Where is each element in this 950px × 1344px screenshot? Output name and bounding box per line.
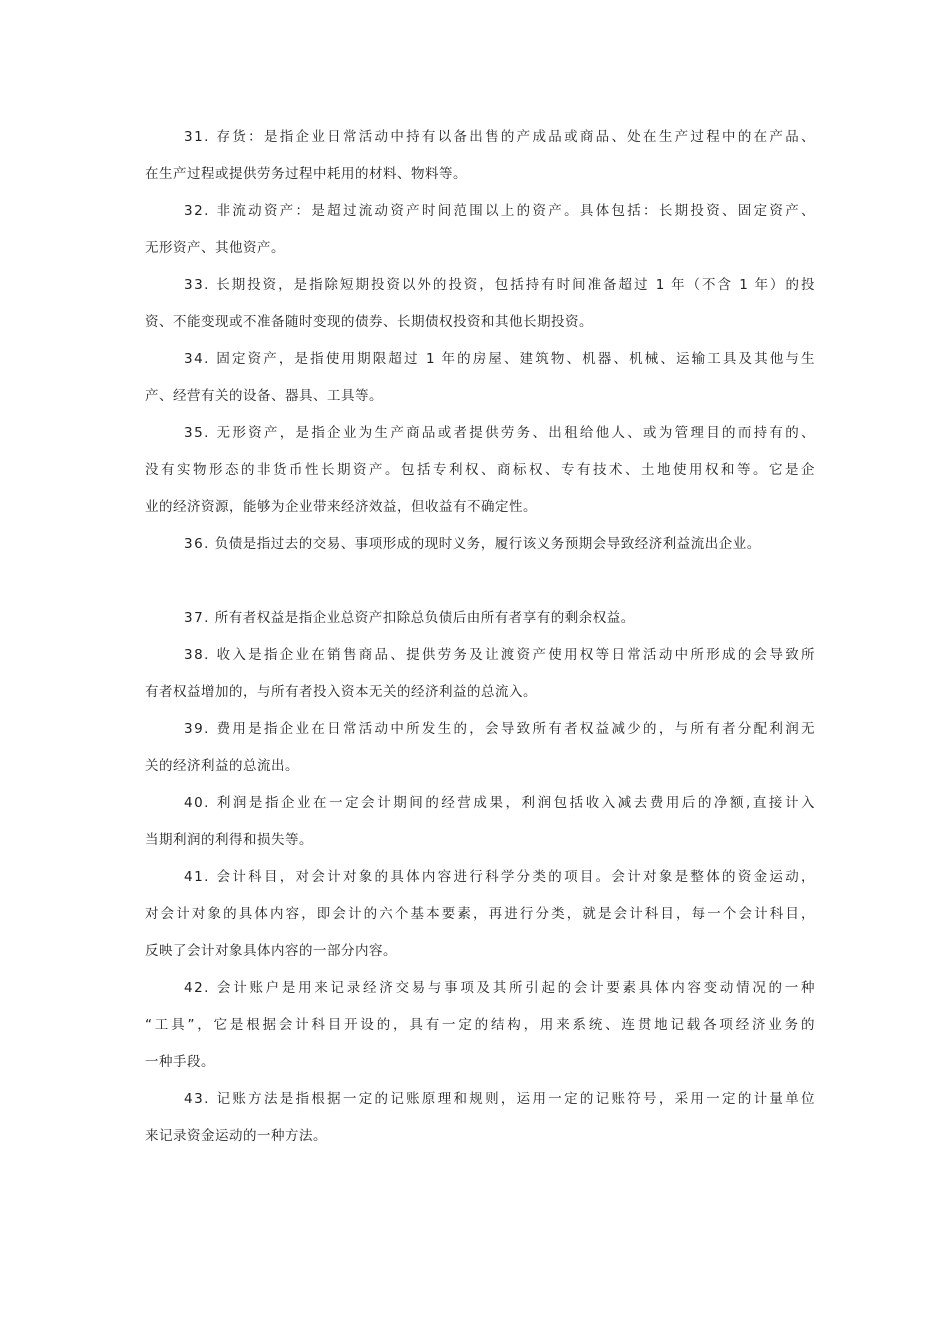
entry-number: 41. — [184, 869, 210, 885]
entry-text: 存货：是指企业日常活动中持有以备出售的产成品或商品、处在生产过程中的在产品、 — [216, 129, 816, 145]
entry-line — [145, 868, 815, 905]
entry-number: 43. — [184, 1091, 210, 1107]
entry-text: 负债是指过去的交易、事项形成的现时义务，履行该义务预期会导致经济利益流出企业。 — [214, 536, 761, 552]
entry-number: 36. — [184, 536, 210, 552]
entry-line — [145, 1090, 815, 1127]
entry-text: 所有者权益是指企业总资产扣除总负债后由所有者享有的剩余权益。 — [214, 610, 635, 626]
entry-line — [145, 720, 815, 757]
entry-40 — [145, 794, 815, 868]
entry-line: 产、经营有关的设备、器具、工具等。 — [145, 388, 383, 404]
entry-line: 一种手段。 — [145, 1054, 215, 1070]
entry-line: 在生产过程或提供劳务过程中耗用的材料、物料等。 — [145, 166, 467, 182]
entry-line — [145, 276, 815, 313]
entry-41 — [145, 868, 815, 979]
entry-text: 会计账户是用来记录经济交易与事项及其所引起的会计要素具体内容变动情况的一种 — [217, 980, 815, 996]
entry-text: 记账方法是指根据一定的记账原理和规则，运用一定的记账符号，采用一定的计量单位 — [216, 1091, 816, 1107]
entry-31 — [145, 128, 815, 202]
entry-number: 31. — [184, 129, 210, 145]
entry-number: 35. — [184, 425, 210, 441]
document-body — [145, 128, 815, 1164]
entry-line — [145, 424, 815, 461]
entry-line: 业的经济资源，能够为企业带来经济效益，但收益有不确定性。 — [145, 499, 537, 515]
entry-line — [145, 646, 815, 683]
entry-38 — [145, 646, 815, 720]
entry-text: 费用是指企业在日常活动中所发生的，会导致所有者权益减少的，与所有者分配利润无 — [216, 721, 816, 737]
entry-number: 32. — [184, 203, 210, 219]
entry-line — [145, 979, 815, 1016]
entry-line: 对会计对象的具体内容，即会计的六个基本要素，再进行分类，就是会计科目，每一个会计科目， — [145, 906, 815, 922]
entry-42 — [145, 979, 815, 1090]
entry-line — [145, 128, 815, 165]
entry-number: 37. — [184, 610, 210, 626]
entry-line: 无形资产、其他资产。 — [145, 240, 285, 256]
entry-32 — [145, 202, 815, 276]
entry-line: 反映了会计对象具体内容的一部分内容。 — [145, 943, 397, 959]
entry-line: 当期利润的利得和损失等。 — [145, 832, 313, 848]
entry-line: 资、不能变现或不准备随时变现的债券、长期债权投资和其他长期投资。 — [145, 314, 593, 330]
entry-number: 38. — [184, 647, 210, 663]
entry-number: 34. — [184, 351, 210, 367]
entry-line: 来记录资金运动的一种方法。 — [145, 1128, 327, 1144]
entry-line: 没有实物形态的非货币性长期资产。包括专利权、商标权、专有技术、土地使用权和等。它是企 — [145, 462, 815, 478]
entry-line: 有者权益增加的，与所有者投入资本无关的经济利益的总流入。 — [145, 684, 537, 700]
entry-34 — [145, 350, 815, 424]
entry-line — [145, 609, 815, 646]
entry-line: 关的经济利益的总流出。 — [145, 758, 299, 774]
entry-35 — [145, 424, 815, 535]
entry-text: 固定资产，是指使用期限超过 1 年的房屋、建筑物、机器、机械、运输工具及其他与生 — [216, 351, 815, 367]
entry-number: 40. — [184, 795, 210, 811]
entry-39 — [145, 720, 815, 794]
entry-number: 42. — [184, 980, 210, 996]
entry-text: 非流动资产：是超过流动资产时间范围以上的资产。具体包括：长期投资、固定资产、 — [216, 203, 816, 219]
entry-number: 33. — [184, 277, 210, 293]
entry-43 — [145, 1090, 815, 1164]
entry-line — [145, 350, 815, 387]
entry-text: 利润是指企业在一定会计期间的经营成果，利润包括收入减去费用后的净额,直接计入 — [216, 795, 816, 811]
entry-text: 长期投资，是指除短期投资以外的投资，包括持有时间准备超过 1 年（不含 1 年）的投 — [216, 277, 815, 293]
entry-number: 39. — [184, 721, 210, 737]
entry-36 — [145, 535, 815, 572]
blank-line — [145, 572, 815, 609]
entry-text: 收入是指企业在销售商品、提供劳务及让渡资产使用权等日常活动中所形成的会导致所 — [216, 647, 816, 663]
entry-line — [145, 202, 815, 239]
entry-text: 会计科目，对会计对象的具体内容进行科学分类的项目。会计对象是整体的资金运动， — [216, 869, 816, 885]
entry-33 — [145, 276, 815, 350]
entry-line — [145, 794, 815, 831]
entry-line: “工具”，它是根据会计科目开设的，具有一定的结构，用来系统、连贯地记载各项经济业务的 — [145, 1017, 815, 1033]
entry-line — [145, 535, 815, 572]
entry-text: 无形资产，是指企业为生产商品或者提供劳务、出租给他人、或为管理目的而持有的、 — [216, 425, 816, 441]
entry-37 — [145, 609, 815, 646]
